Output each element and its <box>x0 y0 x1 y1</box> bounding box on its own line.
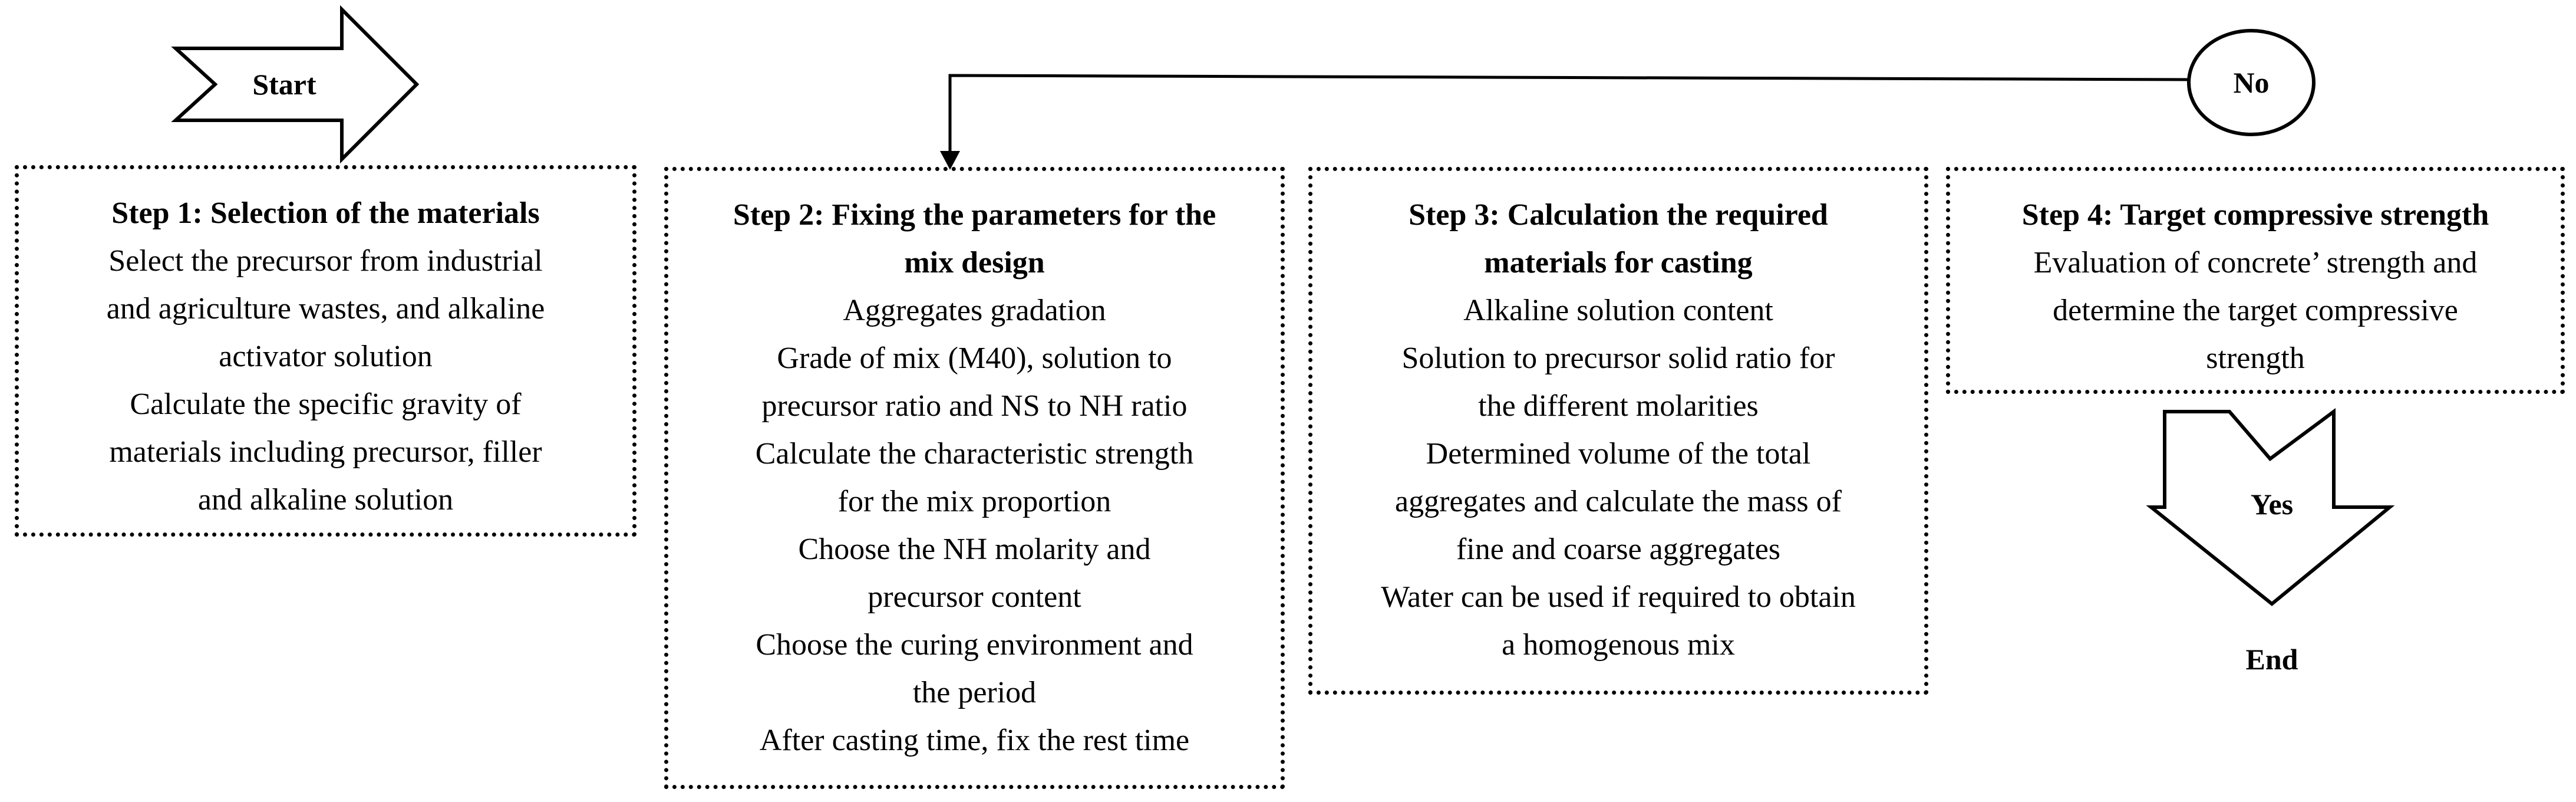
step-4-line: strength <box>2206 341 2305 375</box>
step-4-box <box>1946 167 2565 394</box>
step-3-line: Water can be used if required to obtain <box>1381 580 1856 614</box>
step-3-line: Solution to precursor solid ratio for <box>1401 341 1835 375</box>
step-2-line: Grade of mix (M40), solution to <box>777 341 1172 375</box>
step-2-line: precursor ratio and NS to NH ratio <box>761 389 1188 423</box>
step-2-line: the period <box>912 676 1037 709</box>
step-2-title-line: mix design <box>904 246 1045 280</box>
step-2-line: After casting time, fix the rest time <box>759 724 1190 757</box>
step-3-line: the different molarities <box>1478 389 1759 423</box>
step-4-line: Evaluation of concrete’ strength and <box>2033 246 2478 280</box>
step-2-title-line: Step 2: Fixing the parameters for the <box>733 198 1216 232</box>
end-label: End <box>2245 643 2298 676</box>
step-3-box <box>1308 167 1928 695</box>
step-3-title-line: materials for casting <box>1484 246 1753 280</box>
step-3-line: Determined volume of the total <box>1426 437 1811 471</box>
yes-label: Yes <box>2250 488 2294 521</box>
step-1-line: activator solution <box>219 340 433 373</box>
step-3-title-line: Step 3: Calculation the required <box>1409 198 1828 232</box>
step-1-line: Calculate the specific gravity of <box>130 387 522 421</box>
step-2-line: for the mix proportion <box>837 485 1111 518</box>
step-1-line: Select the precursor from industrial <box>108 244 543 278</box>
step-1-line: and agriculture wastes, and alkaline <box>106 292 545 326</box>
step-2-line: Aggregates gradation <box>843 294 1106 327</box>
step-3-line: fine and coarse aggregates <box>1456 533 1781 566</box>
start-label: Start <box>252 68 316 101</box>
step-1-line: materials including precursor, filler <box>109 435 542 469</box>
step-2-line: Calculate the characteristic strength <box>755 437 1194 471</box>
step-4-line: determine the target compressive <box>2053 294 2458 327</box>
step-4-title: Step 4: Target compressive strength <box>2021 198 2489 232</box>
step-1-line: and alkaline solution <box>197 483 454 517</box>
no-label: No <box>2233 66 2270 99</box>
step-2-line: precursor content <box>868 580 1081 614</box>
step-1-box <box>15 165 636 537</box>
feedback-line <box>950 75 2189 159</box>
step-1-title: Step 1: Selection of the materials <box>111 196 540 230</box>
step-3-line: Alkaline solution content <box>1463 294 1773 327</box>
step-3-line: aggregates and calculate the mass of <box>1395 485 1842 518</box>
step-3-line: a homogenous mix <box>1502 628 1735 662</box>
step-2-box <box>664 167 1285 789</box>
step-2-line: Choose the NH molarity and <box>798 533 1151 566</box>
step-2-line: Choose the curing environment and <box>756 628 1193 662</box>
